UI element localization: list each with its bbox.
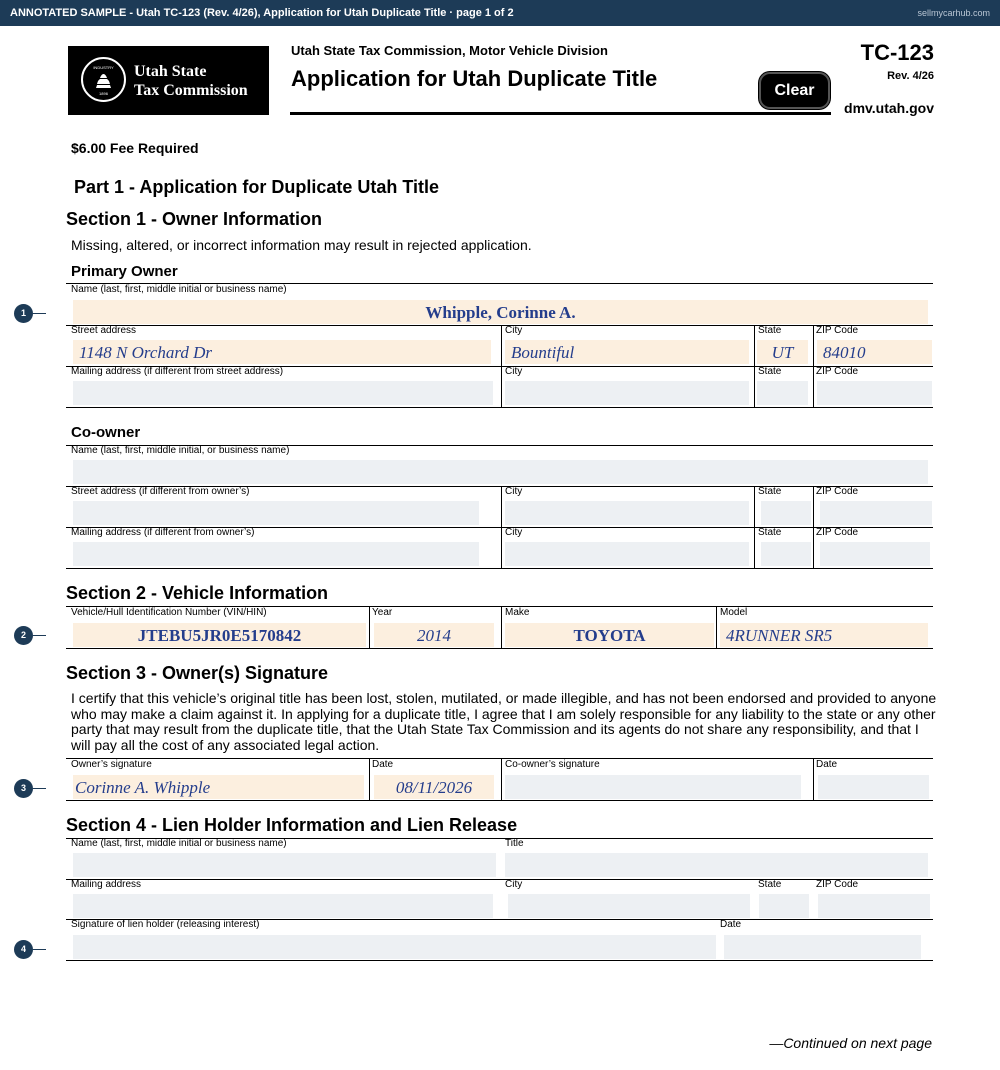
column-divider: [716, 606, 717, 648]
coowner-date-field[interactable]: [818, 775, 929, 799]
owner-mail-zip-label: ZIP Code: [816, 366, 859, 377]
lien-title-label: Title: [505, 838, 524, 849]
lien-signature-label: Signature of lien holder (releasing interest): [71, 919, 260, 930]
lien-mailing-field[interactable]: [73, 894, 493, 918]
section2-heading: Section 2 - Vehicle Information: [66, 583, 329, 603]
divider: [66, 879, 933, 880]
column-divider: [501, 486, 502, 568]
form-number: TC-123: [860, 40, 934, 65]
coowner-mail-city-label: City: [505, 527, 523, 538]
certification-statement: I certify that this vehicle’s original title has been lost, stolen, mutilated, or made illegible, and has not been endorsed and provided to anyone who may make a claim against it. In applying for a duplicate title, I agree that I am solely responsible for any liability to the state or any other party that may result from the duplicate title, that the Utah State Tax Commission and its agents do not share any responsibility, and that I will pay all the cost of any associated legal action.: [71, 690, 937, 753]
owner-city-label: City: [505, 325, 523, 336]
dmv-website: dmv.utah.gov: [844, 100, 934, 116]
divider: [66, 407, 933, 408]
divider: [66, 325, 933, 326]
coowner-state-label: State: [758, 486, 782, 497]
coowner-mail-zip-field[interactable]: [820, 542, 930, 566]
owner-signature-label: Owner’s signature: [71, 759, 152, 770]
column-divider: [369, 758, 370, 800]
coowner-name-label: Name (last, first, middle initial, or business name): [71, 445, 290, 456]
column-divider: [813, 758, 814, 800]
column-divider: [754, 486, 755, 568]
coowner-street-field[interactable]: [73, 501, 479, 525]
owner-mail-state-label: State: [758, 366, 782, 377]
lien-zip-field[interactable]: [818, 894, 930, 918]
section1-note: Missing, altered, or incorrect information may result in rejected application.: [71, 237, 532, 253]
model-field[interactable]: 4RUNNER SR5: [720, 623, 928, 647]
lien-mailing-label: Mailing address: [71, 879, 142, 890]
lien-signature-field[interactable]: [73, 935, 716, 959]
owner-name-label: Name (last, first, middle initial or business name): [71, 284, 287, 295]
agency-name: Utah State Tax Commission, Motor Vehicle Division: [291, 43, 608, 58]
vin-label: Vehicle/Hull Identification Number (VIN/HIN): [71, 607, 267, 618]
coowner-date-label: Date: [816, 759, 838, 770]
owner-mailing-field[interactable]: [73, 381, 493, 405]
coowner-mail-city-field[interactable]: [505, 542, 749, 566]
make-field[interactable]: TOYOTA: [505, 623, 714, 647]
lien-date-label: Date: [720, 919, 742, 930]
lien-city-label: City: [505, 879, 523, 890]
banner-caption: ANNOTATED SAMPLE - Utah TC-123 (Rev. 4/26), Application for Utah Duplicate Title · page 1 of 2: [10, 7, 514, 19]
logo-wordmark: Utah State Tax Commission: [134, 63, 248, 99]
coowner-mail-state-field[interactable]: [761, 542, 811, 566]
coowner-signature-field[interactable]: [505, 775, 801, 799]
owner-street-field[interactable]: 1148 N Orchard Dr: [73, 340, 491, 364]
column-divider: [754, 325, 755, 407]
lien-city-field[interactable]: [508, 894, 750, 918]
owner-mail-state-field[interactable]: [757, 381, 808, 405]
svg-text:1896: 1896: [99, 91, 108, 96]
coowner-state-field[interactable]: [761, 501, 811, 525]
lien-state-field[interactable]: [759, 894, 809, 918]
banner-site: sellmycarhub.com: [917, 8, 990, 18]
coowner-mailing-field[interactable]: [73, 542, 479, 566]
owner-street-label: Street address: [71, 325, 137, 336]
coowner-zip-label: ZIP Code: [816, 486, 859, 497]
column-divider: [501, 606, 502, 648]
marker-leader: [33, 788, 46, 789]
divider: [66, 758, 933, 759]
model-label: Model: [720, 607, 748, 618]
annotation-marker-3: 3: [14, 779, 33, 798]
owner-name-field[interactable]: Whipple, Corinne A.: [73, 300, 928, 324]
lien-name-field[interactable]: [73, 853, 496, 877]
lien-date-field[interactable]: [724, 935, 921, 959]
column-divider: [369, 606, 370, 648]
column-divider: [501, 325, 502, 407]
annotation-banner: [0, 0, 1000, 26]
owner-mail-city-label: City: [505, 366, 523, 377]
svg-text:INDUSTRY: INDUSTRY: [93, 65, 114, 70]
marker-leader: [33, 313, 46, 314]
owner-zip-field[interactable]: 84010: [817, 340, 932, 364]
owner-state-field[interactable]: UT: [757, 340, 808, 364]
coowner-mail-zip-label: ZIP Code: [816, 527, 859, 538]
part1-heading: Part 1 - Application for Duplicate Utah Title: [74, 177, 440, 197]
coowner-city-label: City: [505, 486, 523, 497]
owner-date-label: Date: [372, 759, 394, 770]
coowner-street-label: Street address (if different from owner’s): [71, 486, 250, 497]
marker-leader: [33, 635, 46, 636]
owner-mail-zip-field[interactable]: [817, 381, 932, 405]
annotation-marker-1: 1: [14, 304, 33, 323]
vin-field[interactable]: JTEBU5JR0E5170842: [73, 623, 366, 647]
section1-heading: Section 1 - Owner Information: [66, 209, 323, 229]
owner-signature-field[interactable]: Corinne A. Whipple: [73, 775, 364, 799]
lien-name-label: Name (last, first, middle initial or business name): [71, 838, 287, 849]
title-underline: [290, 112, 831, 115]
form-revision: Rev. 4/26: [887, 70, 934, 82]
lien-zip-label: ZIP Code: [816, 879, 859, 890]
owner-city-field[interactable]: Bountiful: [505, 340, 749, 364]
fee-notice: $6.00 Fee Required: [71, 140, 199, 156]
lien-state-label: State: [758, 879, 782, 890]
co-owner-heading: Co-owner: [71, 424, 141, 441]
owner-state-label: State: [758, 325, 782, 336]
coowner-city-field[interactable]: [505, 501, 749, 525]
tax-commission-logo: [68, 46, 269, 115]
clear-button[interactable]: Clear: [759, 72, 830, 109]
coowner-mailing-label: Mailing address (if different from owner’s): [71, 527, 255, 538]
year-label: Year: [372, 607, 393, 618]
divider: [66, 568, 933, 569]
divider: [66, 960, 933, 961]
divider: [66, 648, 933, 649]
owner-mail-city-field[interactable]: [505, 381, 749, 405]
owner-mailing-label: Mailing address (if different from street address): [71, 366, 284, 377]
lien-title-field[interactable]: [505, 853, 928, 877]
coowner-name-field[interactable]: [73, 460, 928, 484]
marker-leader: [33, 949, 46, 950]
column-divider: [501, 758, 502, 800]
coowner-signature-label: Co-owner’s signature: [505, 759, 600, 770]
coowner-zip-field[interactable]: [820, 501, 932, 525]
beehive-seal-icon: [81, 57, 126, 102]
owner-date-field[interactable]: 08/11/2026: [374, 775, 494, 799]
primary-owner-heading: Primary Owner: [71, 263, 178, 280]
year-field[interactable]: 2014: [374, 623, 494, 647]
section3-heading: Section 3 - Owner(s) Signature: [66, 663, 329, 683]
annotation-marker-4: 4: [14, 940, 33, 959]
coowner-mail-state-label: State: [758, 527, 782, 538]
section4-heading: Section 4 - Lien Holder Information and Lien Release: [66, 815, 518, 835]
continued-note: —Continued on next page: [769, 1035, 932, 1051]
annotation-marker-2: 2: [14, 626, 33, 645]
divider: [66, 800, 933, 801]
column-divider: [813, 486, 814, 568]
form-title: Application for Utah Duplicate Title: [291, 66, 658, 91]
column-divider: [813, 325, 814, 407]
owner-zip-label: ZIP Code: [816, 325, 859, 336]
make-label: Make: [505, 607, 530, 618]
